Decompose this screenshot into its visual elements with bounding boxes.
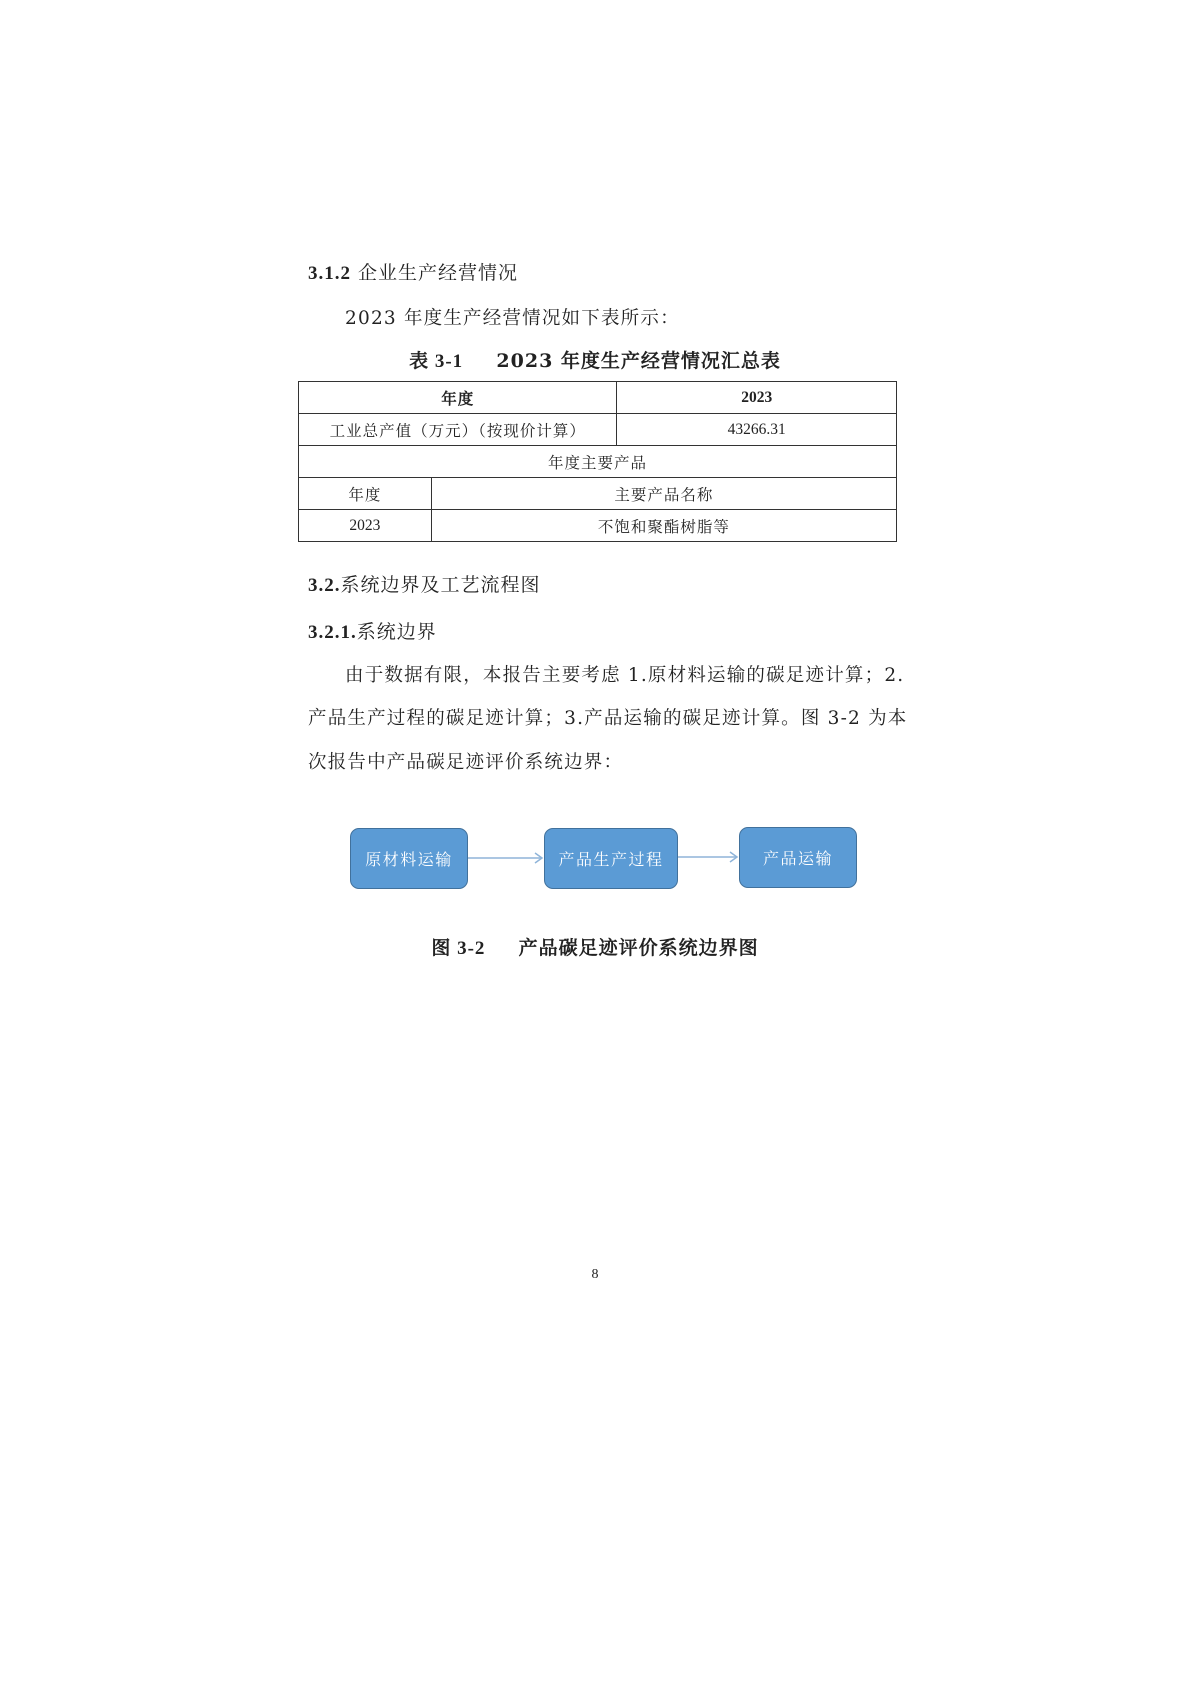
figure-caption xyxy=(0,933,1190,960)
output-label-cell: 工业总产值（万元）（按现价计算） xyxy=(299,414,617,446)
products-name-header-cell: 主要产品名称 xyxy=(431,478,896,510)
flow-step-raw-material-transport: 原材料运输 xyxy=(350,828,468,889)
flow-step-production-process: 产品生产过程 xyxy=(544,828,678,889)
table-caption-title: 2023 年度生产经营情况汇总表 xyxy=(496,350,781,372)
product-year-cell: 2023 xyxy=(299,510,432,542)
section-title: 系统边界 xyxy=(356,621,437,643)
products-year-header-cell: 年度 xyxy=(299,478,432,510)
header-year-cell: 年度 xyxy=(299,382,617,414)
products-section-cell: 年度主要产品 xyxy=(299,446,897,478)
arrow-2-icon xyxy=(678,852,737,862)
output-value-cell: 43266.31 xyxy=(617,414,897,446)
section-number: 3.2.1. xyxy=(308,622,357,643)
body-line-1: 由于数据有限，本报告主要考虑 1.原材料运输的碳足迹计算；2. xyxy=(345,665,905,686)
body-line-2: 产品生产过程的碳足迹计算；3.产品运输的碳足迹计算。图 3-2 为本 xyxy=(308,708,908,729)
flow-step-product-transport: 产品运输 xyxy=(739,827,857,888)
figure-caption-title: 产品碳足迹评价系统边界图 xyxy=(518,937,759,959)
product-name-cell: 不饱和聚酯树脂等 xyxy=(431,510,896,542)
section-number: 3.2. xyxy=(308,575,341,596)
section-title: 企业生产经营情况 xyxy=(358,262,519,284)
figure-caption-label: 图 3-2 xyxy=(431,938,486,959)
arrow-1-icon xyxy=(468,853,542,863)
page-number: 8 xyxy=(591,1267,599,1282)
section-title: 系统边界及工艺流程图 xyxy=(340,574,541,596)
body-line-3: 次报告中产品碳足迹评价系统边界： xyxy=(308,752,624,773)
header-2023-cell: 2023 xyxy=(617,382,897,414)
section-number: 3.1.2 xyxy=(308,263,351,284)
table-caption-label: 表 3-1 xyxy=(409,351,464,372)
intro-paragraph: 2023 年度生产经营情况如下表所示： xyxy=(345,308,680,329)
